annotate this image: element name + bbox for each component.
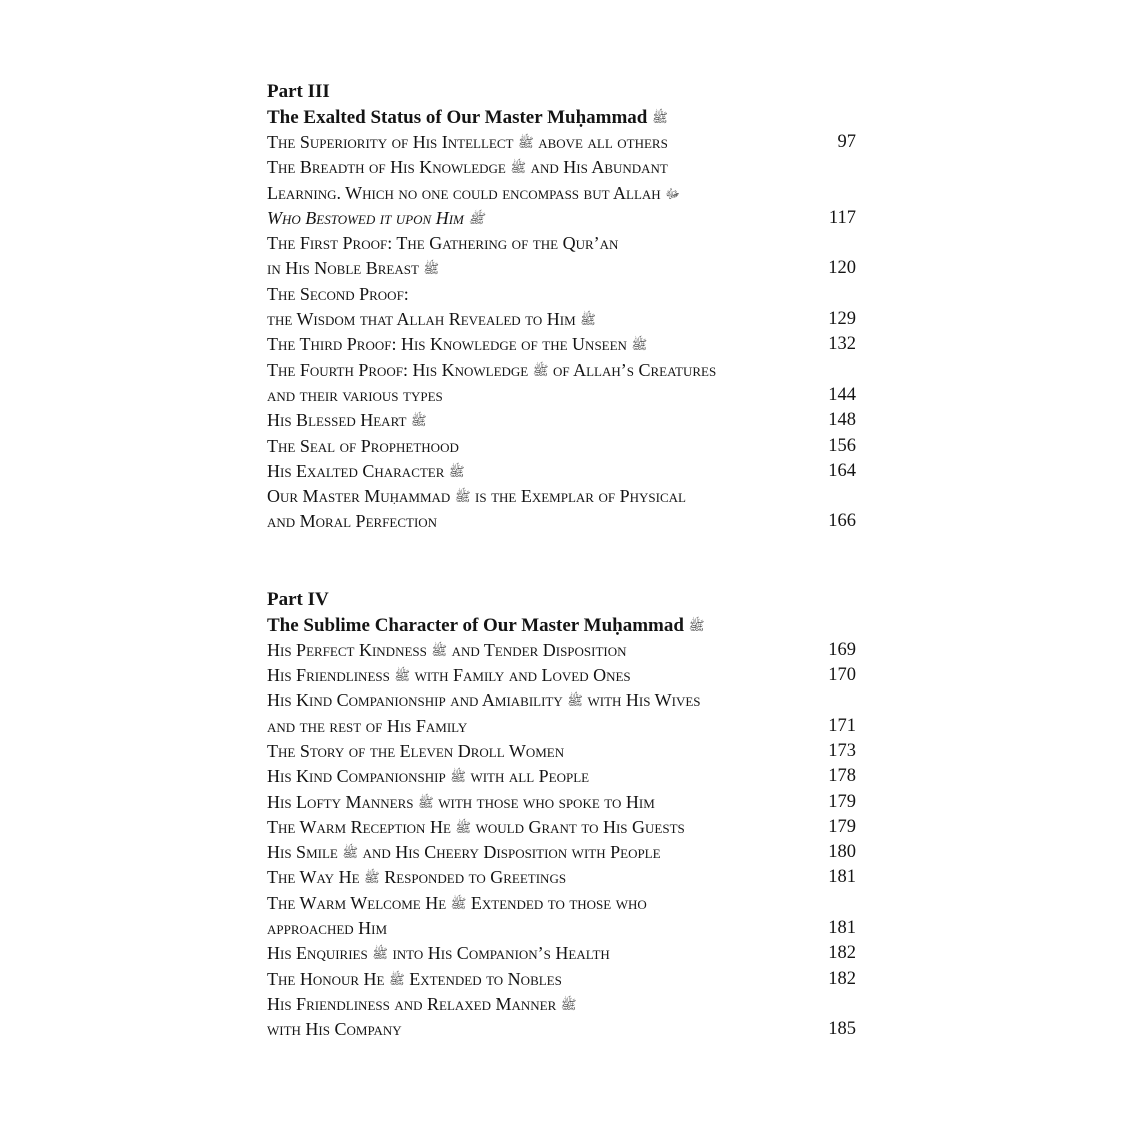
entry-line: The First Proof: The Gathering of the Qur’an [267, 233, 619, 254]
honorific-mark: ﷺ [394, 668, 411, 684]
part-3-section [267, 78, 856, 535]
entry-line: The Third Proof: His Knowledge of the Unseen ﷺ [267, 332, 796, 357]
page-number: 180 [828, 842, 856, 863]
part-title: The Exalted Status of Our Master Muḥammad ﷺ [267, 107, 668, 128]
entry-line: and their various types [267, 384, 443, 405]
honorific-mark: ﷺ [423, 261, 440, 277]
honorific-mark: ﷺ [372, 946, 388, 962]
page-number: 178 [828, 766, 856, 787]
entry-title [267, 688, 796, 739]
entry-line: His Friendliness ﷺ with Family and Loved Ones [267, 663, 796, 688]
entry-title [267, 332, 796, 357]
entry-line: His Blessed Heart ﷺ [267, 408, 796, 433]
entry-line: Learning. Which no one could encompass but Allah ﷻ [267, 181, 796, 206]
page-number: 181 [828, 867, 856, 888]
honorific-mark: ﷺ [560, 996, 577, 1012]
honorific-mark: ﷺ [688, 617, 705, 633]
page-number: 173 [828, 740, 856, 761]
honorific-mark: ﷻ [665, 185, 680, 201]
entry-line: His Friendliness and Relaxed Manner ﷺ [267, 992, 796, 1017]
honorific-mark: ﷺ [510, 160, 527, 176]
honorific-mark: ﷺ [468, 210, 485, 226]
entry-title [267, 484, 796, 535]
honorific-mark: ﷺ [342, 845, 359, 861]
page-number: 166 [828, 511, 856, 532]
entry-line: the Wisdom that Allah Revealed to Him ﷺ [267, 307, 796, 332]
entry-title [267, 941, 796, 966]
page-number: 182 [828, 968, 856, 989]
entry-line: The Warm Welcome He ﷺ Extended to those who [267, 891, 796, 916]
part-4-section [267, 586, 856, 1043]
page-number: 120 [828, 258, 856, 279]
honorific-mark: ﷺ [448, 463, 465, 479]
toc-entry[interactable] [267, 688, 856, 739]
entry-title [267, 967, 796, 992]
part-title: The Sublime Character of Our Master Muḥammad ﷺ [267, 614, 705, 636]
page-number: 181 [828, 918, 856, 939]
toc-entry[interactable] [267, 840, 856, 865]
honorific-mark: ﷺ [454, 489, 471, 505]
page-number: 169 [828, 639, 856, 660]
honorific-mark: ﷺ [431, 642, 448, 658]
entry-title [267, 891, 796, 942]
entry-line: Our Master Muḥammad ﷺ is the Exemplar of Physical [267, 484, 796, 509]
honorific-mark: ﷺ [652, 110, 668, 125]
page-number: 179 [828, 816, 856, 837]
honorific-mark: ﷺ [567, 693, 583, 709]
entry-title [267, 764, 796, 789]
toc-entry[interactable] [267, 815, 856, 840]
entry-title [267, 992, 796, 1043]
honorific-mark: ﷺ [455, 819, 472, 835]
entry-title [267, 865, 796, 890]
entry-title [267, 408, 796, 433]
honorific-mark: ﷺ [631, 337, 648, 353]
table-of-contents [267, 78, 856, 1094]
entry-line: The Honour He ﷺ Extended to Nobles [267, 967, 796, 992]
entry-line: His Kind Companionship ﷺ with all People [267, 764, 796, 789]
entry-title [267, 130, 796, 155]
entry-line: His Exalted Character ﷺ [267, 459, 796, 484]
toc-entry[interactable] [267, 358, 856, 409]
toc-entry[interactable] [267, 459, 856, 484]
toc-entry[interactable] [267, 663, 856, 688]
honorific-mark: ﷺ [518, 135, 534, 150]
entry-line: The Fourth Proof: His Knowledge ﷺ of Allah’s Creatures [267, 358, 796, 383]
toc-entry[interactable] [267, 130, 856, 155]
entry-title [267, 815, 796, 840]
page-number: 164 [828, 460, 856, 481]
page-number: 171 [828, 715, 856, 736]
part-label: Part IV [267, 588, 329, 610]
toc-entry[interactable] [267, 155, 856, 231]
toc-entry[interactable] [267, 332, 856, 357]
entry-line: The Seal of Prophethood [267, 435, 459, 456]
page-number: 97 [837, 132, 856, 152]
entry-line: His Enquiries ﷺ into His Companion’s Health [267, 941, 796, 966]
page-number: 117 [828, 207, 856, 228]
entry-title [267, 358, 796, 409]
toc-entry[interactable] [267, 967, 856, 992]
entry-line: The Warm Reception He ﷺ would Grant to His Guests [267, 815, 796, 840]
entry-line: The Breadth of His Knowledge ﷺ and His Abundant [267, 155, 796, 180]
toc-entry[interactable] [267, 739, 856, 764]
entry-title [267, 434, 796, 459]
toc-entry[interactable] [267, 434, 856, 459]
entry-line: The Way He ﷺ Responded to Greetings [267, 865, 796, 890]
page-number: 132 [828, 334, 856, 355]
honorific-mark: ﷺ [389, 971, 405, 987]
toc-entry[interactable] [267, 790, 856, 815]
toc-entry[interactable] [267, 638, 856, 663]
entry-title [267, 459, 796, 484]
entry-line: The Second Proof: [267, 283, 409, 304]
page-number: 148 [828, 410, 856, 431]
honorific-mark: ﷺ [410, 413, 427, 429]
entry-title [267, 282, 796, 333]
entry-line: His Lofty Manners ﷺ with those who spoke to Him [267, 790, 796, 815]
entry-line: and Moral Perfection [267, 511, 438, 532]
entry-line: with His Company [267, 1019, 402, 1040]
toc-entry[interactable] [267, 941, 856, 966]
honorific-mark: ﷺ [450, 895, 467, 911]
toc-entry[interactable] [267, 891, 856, 942]
entry-title [267, 663, 796, 688]
entry-title [267, 638, 796, 663]
honorific-mark: ﷺ [532, 362, 549, 378]
page-number: 144 [828, 384, 856, 405]
entry-title [267, 231, 796, 282]
honorific-mark: ﷺ [450, 769, 466, 785]
entry-line: The Story of the Eleven Droll Women [267, 740, 565, 761]
toc-entry[interactable] [267, 865, 856, 890]
toc-entry[interactable] [267, 764, 856, 789]
part-label: Part III [267, 81, 330, 102]
entry-line: approached Him [267, 918, 388, 939]
toc-entry[interactable] [267, 282, 856, 333]
toc-entry[interactable] [267, 408, 856, 433]
entry-title [267, 790, 796, 815]
toc-entry[interactable] [267, 231, 856, 282]
entry-line: Who Bestowed it upon Him ﷺ [267, 206, 796, 231]
entry-title [267, 739, 796, 764]
page-number: 170 [828, 665, 856, 686]
entry-line: and the rest of His Family [267, 715, 468, 736]
entry-line: in His Noble Breast ﷺ [267, 256, 796, 281]
page-number: 185 [828, 1019, 856, 1040]
honorific-mark: ﷺ [418, 794, 434, 810]
honorific-mark: ﷺ [364, 870, 380, 886]
entry-line: His Smile ﷺ and His Cheery Disposition with People [267, 840, 796, 865]
page-number: 179 [828, 791, 856, 812]
entry-line: His Perfect Kindness ﷺ and Tender Disposition [267, 638, 796, 663]
toc-entry[interactable] [267, 992, 856, 1043]
entry-title [267, 840, 796, 865]
honorific-mark: ﷺ [580, 312, 596, 328]
entry-line: His Kind Companionship and Amiability ﷺ with His Wives [267, 688, 796, 713]
entry-line: The Superiority of His Intellect ﷺ above all others [267, 130, 796, 155]
toc-entry[interactable] [267, 484, 856, 535]
page-number: 129 [828, 309, 856, 330]
page-number: 182 [828, 943, 856, 964]
entry-title [267, 155, 796, 231]
page-number: 156 [828, 435, 856, 456]
